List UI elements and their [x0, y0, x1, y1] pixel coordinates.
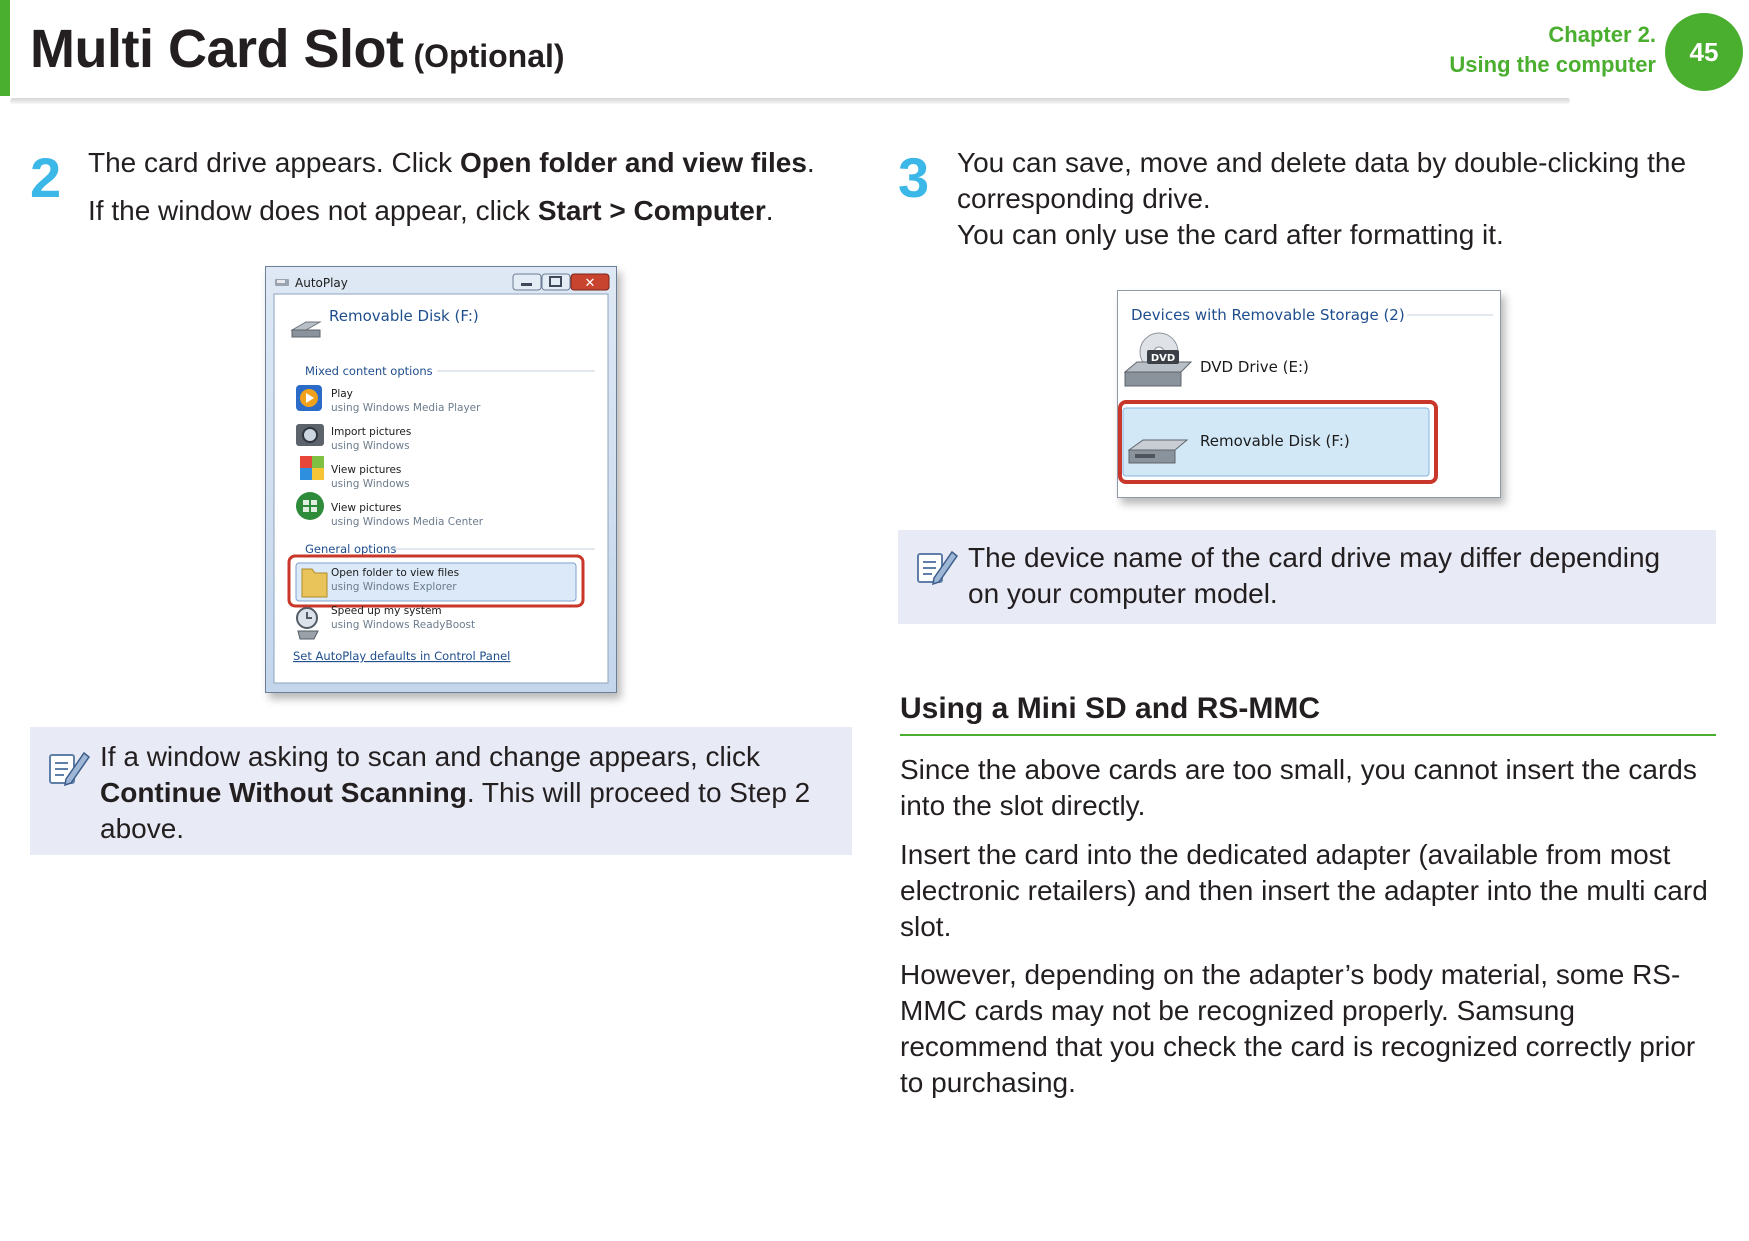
step-2-line-2: If the window does not appear, click Start > Computer.	[88, 195, 774, 226]
note-scan-text: If a window asking to scan and change appears, click Continue Without Scanning. This will proceed to Step 2 above.	[100, 741, 811, 844]
devices-header: Devices with Removable Storage (2)	[1131, 306, 1405, 324]
note-device-name	[898, 530, 1716, 624]
svg-text:using Windows: using Windows	[331, 440, 410, 452]
step-3-number: 3	[898, 146, 930, 209]
autoplay-window-screenshot	[265, 266, 617, 693]
section-paragraph-2: Insert the card into the dedicated adapter (available from most electronic retailers) and then insert the adapter into the multi card slot.	[900, 839, 1708, 942]
autoplay-window-title: AutoPlay	[295, 276, 348, 290]
general-options-heading: General options	[305, 542, 397, 556]
chapter-label	[1449, 20, 1656, 80]
autoplay-defaults-link[interactable]: Set AutoPlay defaults in Control Panel	[293, 649, 511, 663]
section-divider	[900, 734, 1716, 736]
section-paragraph-3: However, depending on the adapter’s body material, some RS-MMC cards may not be recognized properly. Samsung recommend that you check the card is recognized correctly prior to purchasing.	[900, 959, 1696, 1098]
svg-text:View pictures: View pictures	[331, 464, 402, 476]
page-title-optional: (Optional)	[413, 38, 565, 74]
page-number-badge: 45	[1665, 13, 1743, 91]
autoplay-app-icon	[275, 279, 289, 286]
header-divider	[10, 98, 1570, 104]
removable-disk-item[interactable]	[1123, 408, 1429, 476]
note-pencil-icon	[914, 544, 960, 590]
svg-text:Open folder to view files: Open folder to view files	[331, 567, 460, 579]
start-computer-bold: Start > Computer	[537, 195, 766, 226]
svg-text:using Windows: using Windows	[331, 478, 410, 490]
svg-text:using Windows Media Center: using Windows Media Center	[331, 516, 484, 528]
page-title-main: Multi Card Slot	[30, 19, 404, 79]
note-device-name-text: The device name of the card drive may differ depending on your computer model.	[968, 542, 1661, 609]
step-2-line-1: The card drive appears. Click Open folder and view files.	[88, 147, 815, 178]
svg-text:✕: ✕	[584, 276, 596, 291]
autoplay-drive-name: Removable Disk (F:)	[329, 307, 479, 325]
svg-text:using Windows Explorer: using Windows Explorer	[331, 581, 457, 593]
svg-text:Play: Play	[331, 388, 353, 400]
header-accent-bar	[0, 0, 10, 96]
chapter-name: Using the computer	[1449, 52, 1656, 77]
devices-screenshot	[1117, 290, 1501, 498]
dvd-badge: DVD	[1150, 353, 1176, 364]
minimize-button[interactable]	[513, 274, 541, 290]
dvd-drive-label: DVD Drive (E:)	[1200, 358, 1309, 376]
autoplay-option-open-folder[interactable]	[296, 563, 576, 601]
note-pencil-icon	[46, 745, 92, 791]
svg-text:using Windows Media Player: using Windows Media Player	[331, 402, 481, 414]
continue-without-scanning-bold: Continue Without Scanning	[100, 777, 467, 808]
removable-disk-label: Removable Disk (F:)	[1200, 432, 1350, 450]
step-2-number: 2	[30, 146, 62, 209]
page-title	[30, 18, 565, 80]
section-title: Using a Mini SD and RS-MMC	[900, 692, 1320, 725]
open-folder-bold: Open folder and view files	[459, 147, 807, 178]
note-scan-dialog	[30, 727, 852, 855]
svg-text:Import pictures: Import pictures	[331, 426, 412, 438]
step-3-line-1: You can save, move and delete data by double-clicking the corresponding drive.	[957, 147, 1687, 214]
svg-text:Speed up my system: Speed up my system	[331, 605, 442, 617]
mixed-content-heading: Mixed content options	[305, 364, 433, 378]
close-button[interactable]	[571, 274, 609, 291]
svg-text:View pictures: View pictures	[331, 502, 402, 514]
step-3-line-2: You can only use the card after formatting it.	[957, 219, 1504, 250]
maximize-button[interactable]	[542, 274, 570, 290]
svg-text:using Windows ReadyBoost: using Windows ReadyBoost	[331, 619, 476, 631]
section-paragraph-1: Since the above cards are too small, you cannot insert the cards into the slot directly.	[900, 754, 1697, 821]
chapter-number: Chapter 2.	[1548, 22, 1656, 47]
